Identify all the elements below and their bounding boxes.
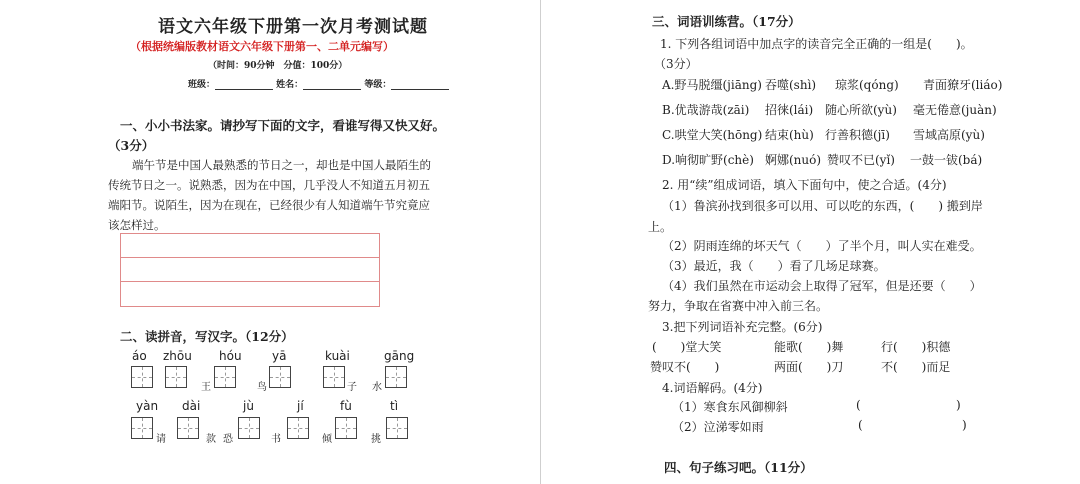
writing-grid[interactable]	[238, 417, 260, 439]
question-2-4: （4）我们虽然在市运动会上取得了冠军，但是还要（ ）	[662, 279, 982, 293]
section-2-heading: 二、读拼音，写汉字。（12分）	[120, 329, 294, 344]
exam-subtitle: （根据统编版教材语文六年级下册第一、二单元编写）	[130, 40, 394, 53]
answer-paren-close[interactable]: )	[962, 418, 967, 432]
option-a-word: 吞噬(shì)	[765, 78, 817, 92]
page-divider	[540, 0, 541, 484]
pinyin: gāng	[384, 349, 415, 363]
pinyin: jí	[297, 399, 304, 413]
writing-grid[interactable]	[287, 417, 309, 439]
writing-grid[interactable]	[386, 417, 408, 439]
option-d[interactable]: D.响彻旷野(chè)	[662, 153, 754, 167]
given-char: 书	[271, 434, 281, 445]
question-4-1: （1）寒食东风御柳斜	[672, 400, 788, 414]
given-char: 挑	[371, 434, 381, 445]
writing-line	[121, 257, 379, 258]
answer-paren-open[interactable]: (	[858, 418, 863, 432]
idiom-blank[interactable]: 行( )积德	[881, 340, 951, 354]
question-3: 3.把下列词语补充完整。(6分)	[662, 320, 823, 334]
class-blank	[215, 79, 273, 90]
given-char: 水	[372, 382, 382, 393]
student-info-line	[188, 77, 449, 90]
question-2-1-cont: 上。	[648, 220, 673, 234]
pinyin: kuài	[325, 349, 350, 363]
given-char: 倾	[322, 434, 332, 445]
pinyin: yàn	[136, 399, 159, 413]
pinyin: jù	[243, 399, 254, 413]
question-2-2: （2）阴雨连绵的坏天气（ ）了半个月，叫人实在难受。	[662, 239, 982, 253]
pinyin: zhōu	[163, 349, 192, 363]
time-score: （时间：90分钟 分值：100分）	[208, 61, 348, 71]
idiom-blank[interactable]: 能歌( )舞	[774, 340, 844, 354]
pinyin: hóu	[219, 349, 242, 363]
section-1-heading: 一、小小书法家。请抄写下面的文字，看谁写得又快又好。	[120, 118, 446, 133]
option-b[interactable]: B.优哉游哉(zāi)	[662, 103, 750, 117]
passage-line: 该怎样过。	[108, 218, 166, 232]
option-b-word: 毫无倦意(juàn)	[913, 103, 997, 117]
given-char: 恐	[223, 434, 233, 445]
writing-grid[interactable]	[323, 366, 345, 388]
question-1: 1. 下列各组词语中加点字的读音完全正确的一组是( )。	[660, 37, 973, 51]
name-blank	[303, 79, 361, 90]
pinyin: tì	[390, 399, 399, 413]
grade-blank	[391, 79, 449, 90]
exam-title: 语文六年级下册第一次月考测试题	[158, 17, 428, 37]
writing-grid[interactable]	[131, 366, 153, 388]
question-4-2: （2）泣涕零如雨	[672, 420, 764, 434]
option-b-word: 随心所欲(yù)	[825, 103, 897, 117]
passage-line: 传统节日之一。说熟悉，因为在中国，几乎没人不知道五月初五	[108, 178, 430, 192]
idiom-blank[interactable]: ( )堂大笑	[652, 340, 722, 354]
option-a[interactable]: A.野马脱缰(jiāng)	[662, 78, 762, 92]
pinyin: dài	[182, 399, 201, 413]
option-b-word: 招徕(lái)	[765, 103, 814, 117]
option-a-word: 琼浆(qóng)	[835, 78, 899, 92]
writing-grid[interactable]	[165, 366, 187, 388]
question-1-points: （3分）	[654, 57, 698, 71]
pinyin: yā	[272, 349, 287, 363]
question-2: 2. 用“续”组成词语，填入下面句中，使之合适。(4分)	[662, 178, 947, 192]
option-c[interactable]: C.哄堂大笑(hōng)	[662, 128, 763, 142]
question-2-1: （1）鲁滨孙找到很多可以用、可以吃的东西，( ) 搬到岸	[662, 199, 983, 213]
option-c-word: 行善积德(jī)	[825, 128, 890, 142]
option-c-word: 结束(hù)	[765, 128, 814, 142]
writing-grid[interactable]	[177, 417, 199, 439]
given-char: 鸟	[257, 382, 267, 393]
answer-paren-open[interactable]: (	[856, 398, 861, 412]
option-c-word: 雪域高原(yù)	[913, 128, 985, 142]
writing-grid[interactable]	[131, 417, 153, 439]
pinyin: áo	[132, 349, 147, 363]
writing-grid[interactable]	[385, 366, 407, 388]
class-label: 班级：	[188, 80, 216, 90]
pinyin: fù	[340, 399, 352, 413]
writing-grid[interactable]	[269, 366, 291, 388]
passage-line: 端阳节。说陌生，因为在现在，已经很少有人知道端午节究竟应	[108, 198, 430, 212]
right-exam-page	[542, 0, 1080, 484]
question-4: 4.词语解码。(4分)	[662, 381, 763, 395]
given-char: 款	[206, 434, 216, 445]
writing-grid[interactable]	[335, 417, 357, 439]
option-d-word: 赞叹不已(yǐ)	[827, 153, 895, 167]
section-4-heading: 四、句子练习吧。（11分）	[664, 460, 813, 475]
name-label: 姓名：	[276, 80, 304, 90]
option-d-word: 一鼓一钹(bá)	[910, 153, 983, 167]
question-2-3: （3）最近，我（ ）看了几场足球赛。	[662, 259, 886, 273]
idiom-blank[interactable]: 两面( )刀	[774, 360, 844, 374]
option-a-word: 青面獠牙(liáo)	[923, 78, 1003, 92]
answer-paren-close[interactable]: )	[956, 398, 961, 412]
option-d-word: 婀娜(nuó)	[765, 153, 822, 167]
section-3-heading: 三、词语训练营。（17分）	[652, 14, 801, 29]
section-1-points: （3分）	[108, 138, 155, 153]
question-2-4-cont: 努力，争取在省赛中冲入前三名。	[648, 299, 829, 313]
given-char: 子	[347, 382, 357, 393]
passage-line: 端午节是中国人最熟悉的节日之一，却也是中国人最陌生的	[132, 158, 431, 172]
copy-writing-lines[interactable]	[120, 233, 380, 307]
idiom-blank[interactable]: 不( )而足	[881, 360, 951, 374]
grade-label: 等级：	[364, 80, 392, 90]
writing-grid[interactable]	[214, 366, 236, 388]
writing-line	[121, 281, 379, 282]
given-char: 王	[201, 382, 211, 393]
given-char: 请	[156, 434, 166, 445]
idiom-blank[interactable]: 赞叹不( )	[650, 360, 720, 374]
